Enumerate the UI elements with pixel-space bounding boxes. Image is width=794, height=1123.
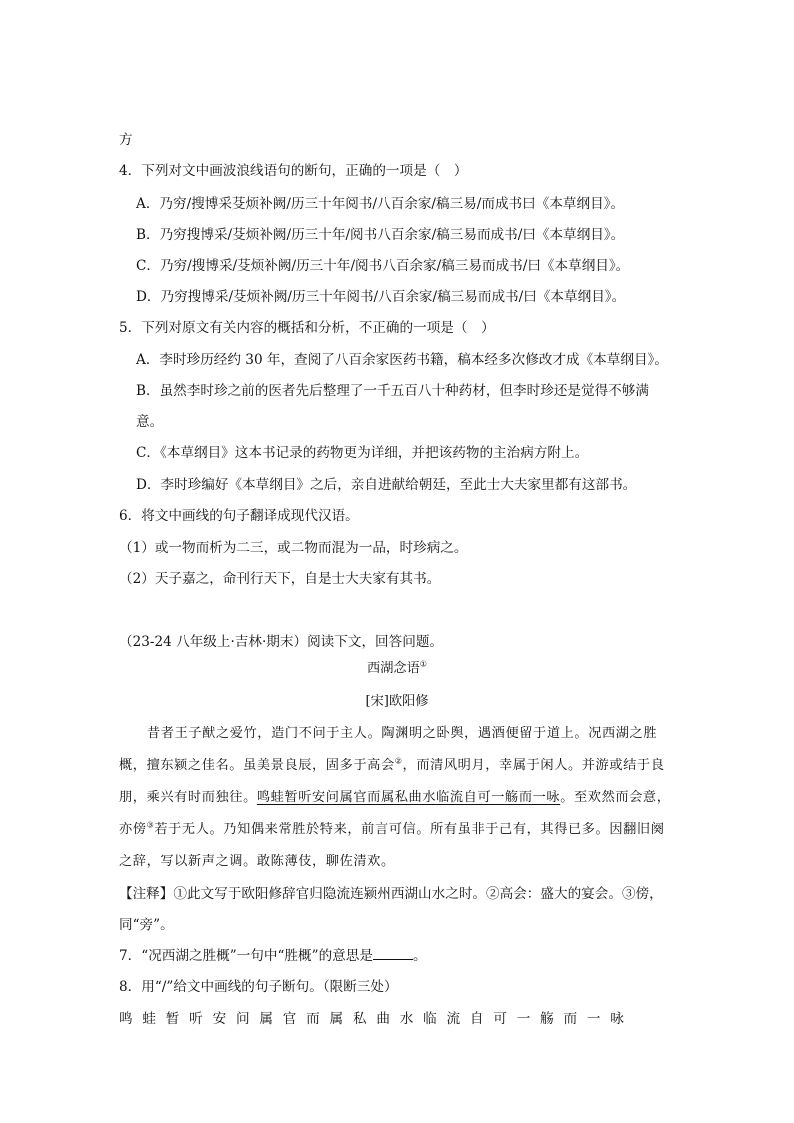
passage-line-1: 昔者王子猷之爱竹，造门不问于主人。陶渊明之卧舆，遇酒便留于道上。况西湖之胜 xyxy=(147,726,658,741)
q6-item-1: （1）或一物而析为二三，或二物而混为一品，时珍病之。 xyxy=(119,540,468,556)
notes-line-2: 同“旁”。 xyxy=(119,917,174,933)
q8-sentence: 鸣蛙暂听安问属官而属私曲水临流自可一觞而一咏 xyxy=(119,1011,634,1027)
q4-option-d: D．乃穷搜博采/芟烦补阙/历三十年阅书/八百余家/稿三易而成书/曰《本草纲目》。 xyxy=(136,289,626,305)
q5-stem: 5．下列对原文有关内容的概括和分析，不正确的一项是（ ） xyxy=(119,320,495,336)
passage-line-3 xyxy=(119,789,671,807)
q5-option-a: A．李时珍历经约 30 年，查阅了八百余家医药书籍，稿本经多次修改才成《本草纲目》。 xyxy=(136,352,668,368)
passage-note-ref-3: ③ xyxy=(146,820,155,830)
q4-stem: 4．下列对文中画波浪线语句的断句，正确的一项是（ ） xyxy=(119,163,468,179)
passage-line-4-a: 亦傍 xyxy=(119,822,147,837)
q7-stem xyxy=(119,947,427,965)
passage-line-5: 之辞，写以新声之调。敢陈薄伎，聊佐清欢。 xyxy=(119,854,395,869)
passage-line-3-end: 。至欢然而会意， xyxy=(560,790,671,805)
passage-line-4-b: 若于无人。乃知偶来常胜於特来，前言可信。所有虽非于己有，其得已多。因翻旧阕 xyxy=(154,822,665,837)
q7-answer-blank[interactable] xyxy=(373,947,413,960)
passage-line-4 xyxy=(119,821,665,839)
notes-line-1: 【注释】①此文写于欧阳修辞官归隐流连颍州西湖山水之时。②高会：盛大的宴会。③傍， xyxy=(119,886,663,902)
passage-line-3-a: 朋，乘兴有时而独往。 xyxy=(119,790,257,805)
q7-stem-end: 。 xyxy=(412,948,427,964)
q6-stem: 6．将文中画线的句子翻译成现代汉语。 xyxy=(119,508,359,524)
passage-source: （23-24 八年级上·吉林·期末）阅读下文，回答问题。 xyxy=(119,634,444,650)
q8-stem: 8．用“/”给文中画线的句子断句。（限断三处） xyxy=(119,979,398,995)
passage-title-note: ① xyxy=(419,659,427,669)
q4-option-c: C．乃穷/搜博采/芟烦补阙/历三十年/阅书八百余家/稿三易而成书/曰《本草纲目》。 xyxy=(136,258,630,274)
q5-option-d: D．李时珍编好《本草纲目》之后，亲自进献给朝廷，至此士大夫家里都有这部书。 xyxy=(136,477,637,493)
q6-item-2: （2）天子嘉之，命刊行天下，自是士大夫家有其书。 xyxy=(119,571,441,587)
q5-option-b-line2: 意。 xyxy=(136,414,164,430)
underlined-sentence: 鸣蛙暂听安问属官而属私曲水临流自可一觞而一咏 xyxy=(256,790,561,805)
q4-option-a: A．乃穷/搜博采芟烦补阙/历三十年阅书/八百余家/稿三易/而成书曰《本草纲目》。 xyxy=(136,196,625,212)
carry-over-text: 方 xyxy=(119,132,133,148)
passage-line-2-b: ，而清风明月，幸属于闲人。并游或结于良 xyxy=(402,758,665,773)
q5-option-c: C．《本草纲目》这本书记录的药物更为详细，并把该药物的主治病方附上。 xyxy=(136,445,589,461)
passage-line-2 xyxy=(119,757,665,775)
passage-line-2-a: 概，擅东颍之佳名。虽美景良辰，固多于高会 xyxy=(119,758,395,773)
passage-title xyxy=(0,660,794,678)
passage-note-ref-2: ② xyxy=(394,756,403,766)
passage-author: [宋]欧阳修 xyxy=(365,694,429,709)
passage-title-text: 西湖念语 xyxy=(367,661,420,676)
q5-option-b-line1: B．虽然李时珍之前的医者先后整理了一千五百八十种药材，但李时珍还是觉得不够满 xyxy=(136,383,649,399)
q4-option-b: B．乃穷搜博采/芟烦补阙/历三十年/阅书八百余家/稿三易而成书/曰《本草纲目》。 xyxy=(136,227,625,243)
q7-stem-text: 7．“况西湖之胜概”一句中“胜概”的意思是 xyxy=(119,948,373,964)
